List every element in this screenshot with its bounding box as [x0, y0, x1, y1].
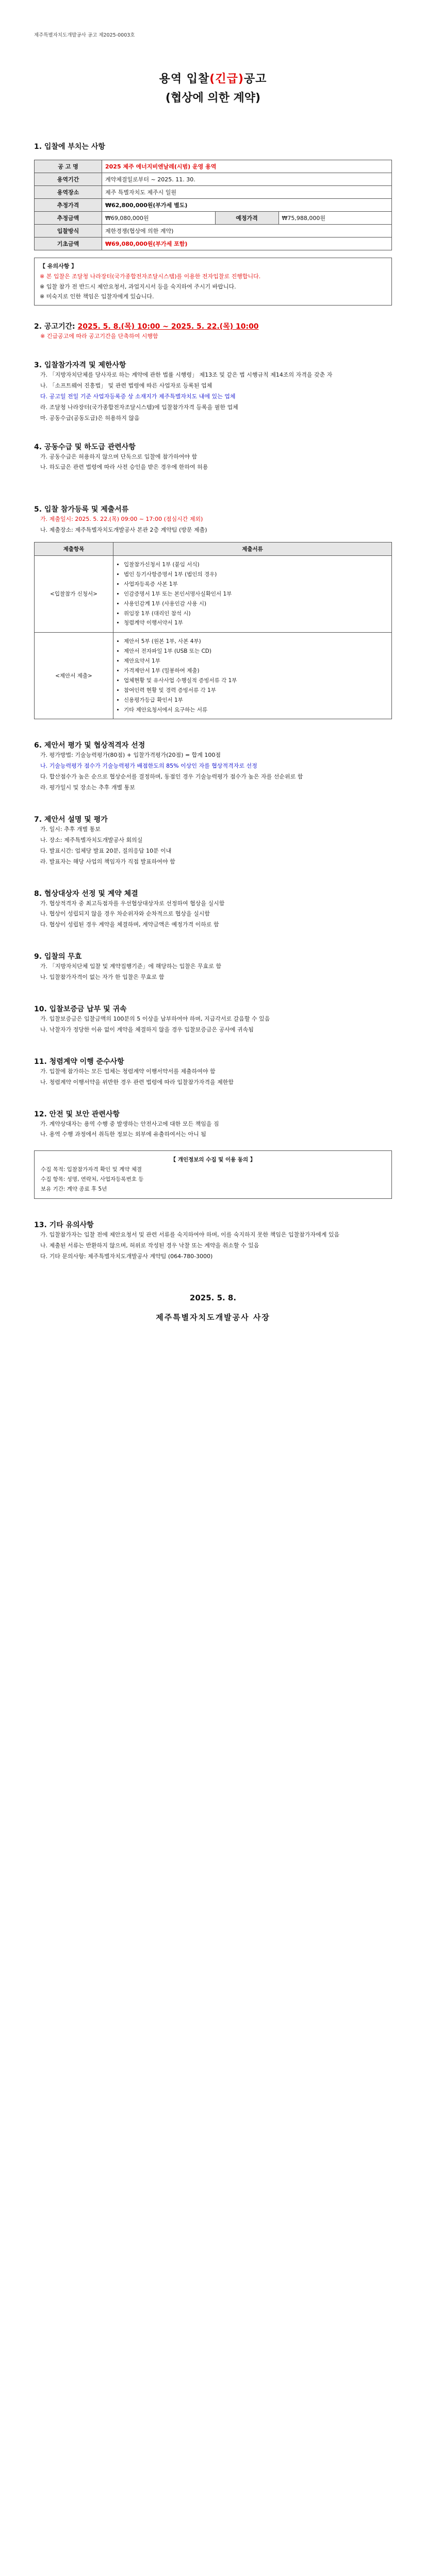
table-label: 예정가격	[215, 212, 278, 225]
body-line: 다. 합산점수가 높은 순으로 협상순서를 결정하며, 동점인 경우 기술능력평가 점수가 높은 자를 선순위로 함	[40, 773, 303, 781]
table-row	[35, 225, 392, 238]
section-12	[34, 1109, 392, 1199]
privacy-box-title: 【 개인정보의 수집 및 이용 동의 】	[170, 1157, 256, 1163]
list-item: • 사용인감계 1부 (사용인감 사용 시)	[124, 599, 388, 609]
section-body	[34, 370, 392, 423]
section-body	[34, 1119, 392, 1141]
table-value: ₩69,080,000원	[102, 212, 216, 225]
section-body	[34, 1014, 392, 1036]
body-line: 나. 「소프트웨어 진흥법」 및 관련 법령에 따른 사업자로 등록된 업체	[40, 382, 212, 389]
row-items	[113, 556, 392, 633]
table-label: 용역장소	[35, 186, 102, 199]
body-line: 다. 발표시간: 업체당 발표 20분, 질의응답 10분 이내	[40, 847, 172, 854]
body-line: 가. 입찰보증금은 입찰금액의 100분의 5 이상을 납부하여야 하며, 지급각서로 갈음할 수 있음	[40, 1015, 270, 1023]
caution-line: ※ 입찰 참가 전 반드시 제안요청서, 과업지시서 등을 숙지하여 주시기 바랍니다.	[40, 283, 236, 290]
table-label: 용역기간	[35, 173, 102, 186]
privacy-line: 보유 기간: 계약 종료 후 5년	[41, 1186, 107, 1193]
table-label: 추정금액	[35, 212, 102, 225]
table-row	[35, 212, 392, 225]
column-header: 제출항목	[35, 543, 113, 556]
section-1	[34, 141, 392, 306]
list-item: • 기타 제안요청서에서 요구하는 서류	[124, 705, 388, 715]
table-label: 입찰방식	[35, 225, 102, 238]
table-value: ₩62,800,000원(부가세 별도)	[102, 199, 392, 212]
section-10	[34, 1004, 392, 1036]
notice-date: 2025. 5. 8.	[189, 1293, 237, 1302]
section-11	[34, 1056, 392, 1088]
body-line: 나. 용역 수행 과정에서 취득한 정보는 외부에 유출하여서는 아니 됨	[40, 1131, 206, 1138]
list-item: • 위임장 1부 (대리인 참석 시)	[124, 609, 388, 619]
row-label: <제안서 제출>	[35, 633, 113, 719]
row-label: <입찰참가 신청서>	[35, 556, 113, 633]
table-value: 2025 제주 에너지비엔날레(시범) 운영 용역	[102, 160, 392, 173]
list-item: • 입찰참가신청서 1부 (붙임 서식)	[124, 560, 388, 570]
body-line: 라. 발표자는 해당 사업의 책임자가 직접 발표하여야 함	[40, 858, 175, 865]
section-body	[34, 1066, 392, 1088]
body-line: 가. 협상적격자 중 최고득점자를 우선협상대상자로 선정하여 협상을 실시함	[40, 900, 225, 907]
section-heading: 13. 기타 유의사항	[34, 1221, 94, 1229]
table-row	[35, 633, 392, 719]
privacy-box	[34, 1150, 392, 1199]
body-line: 라. 평가일시 및 장소는 추후 개별 통보	[40, 784, 135, 791]
table-header-row	[35, 543, 392, 556]
caution-title: 【 유의사항 】	[40, 263, 77, 269]
body-line: 다. 협상이 성립된 경우 계약을 체결하며, 계약금액은 예정가격 이하로 함	[40, 921, 219, 928]
body-line: 나. 청렴계약 이행서약을 위반한 경우 관련 법령에 따라 입찰참가자격을 제한함	[40, 1078, 234, 1086]
table-row	[35, 199, 392, 212]
list-item: • 제안서 전자파일 1부 (USB 또는 CD)	[124, 647, 388, 656]
list-item: • 사업자등록증 사본 1부	[124, 580, 388, 589]
body-line: 가. 「지방자치단체 입찰 및 계약집행기준」에 해당하는 입찰은 무효로 함	[40, 963, 221, 970]
list-item: • 신용평가등급 확인서 1부	[124, 696, 388, 705]
body-line: 가. 평가방법: 기술능력평가(80점) + 입찰가격평가(20점) = 합계 100점	[40, 752, 221, 759]
list-item: • 참여인력 현황 및 경력 증빙서류 각 1부	[124, 686, 388, 696]
privacy-line: 수집 항목: 성명, 연락처, 사업자등록번호 등	[41, 1176, 144, 1183]
section-heading: 1. 입찰에 부치는 사항	[34, 143, 105, 151]
table-value: 제주 특별자치도 제주시 일원	[102, 186, 392, 199]
notice-number: 제주특별자치도개발공사 공고 제2025-0003호	[34, 32, 135, 38]
title-main: 용역 입찰	[159, 73, 210, 86]
section-2	[34, 321, 392, 342]
body-line: 가. 제출일시: 2025. 5. 22.(목) 09:00 ~ 17:00 (점심시간 제외)	[40, 516, 203, 523]
page-subtitle: (협상에 의한 계약)	[165, 92, 261, 105]
caution-line: ※ 본 입찰은 조달청 나라장터(국가종합전자조달시스템)를 이용한 전자입찰로 진행합니다.	[40, 273, 261, 280]
section-4	[34, 442, 392, 473]
section-heading: 5. 입찰 참가등록 및 제출서류	[34, 505, 129, 514]
section-heading: 11. 청렴계약 이행 준수사항	[34, 1057, 124, 1066]
section-body	[34, 514, 392, 536]
body-line: 나. 제출된 서류는 반환하지 않으며, 허위로 작성된 경우 낙찰 또는 계약을 취소할 수 있음	[40, 1242, 259, 1249]
list-item: • 청렴계약 이행서약서 1부	[124, 618, 388, 628]
section-heading: 6. 제안서 평가 및 협상적격자 선정	[34, 741, 145, 750]
body-line: 다. 기타 문의사항: 제주특별자치도개발공사 계약팀 (064-780-3000)	[40, 1252, 213, 1260]
body-line: 가. 공동수급은 허용하지 않으며 단독으로 입찰에 참가하여야 함	[40, 453, 198, 460]
page-title	[34, 70, 392, 86]
section-heading: 3. 입찰참가자격 및 제한사항	[34, 361, 126, 370]
documents-table	[34, 542, 392, 719]
table-value: 제한경쟁(협상에 의한 계약)	[102, 225, 392, 238]
section-heading: 12. 안전 및 보안 관련사항	[34, 1110, 120, 1118]
table-row	[35, 238, 392, 250]
section-13	[34, 1219, 392, 1262]
list-item: • 법인 등기사항증명서 1부 (법인의 경우)	[124, 570, 388, 580]
section-heading: 2. 공고기간: 2025. 5. 8.(목) 10:00 ~ 2025. 5. 22.(목) 10:00	[34, 323, 259, 331]
section-body	[34, 452, 392, 473]
row-items	[113, 633, 392, 719]
section-heading: 8. 협상대상자 선정 및 계약 체결	[34, 889, 138, 898]
table-row	[35, 160, 392, 173]
body-line: 나. 입찰참가자격이 없는 자가 한 입찰은 무효로 함	[40, 974, 165, 981]
privacy-line: 수집 목적: 입찰참가자격 확인 및 계약 체결	[41, 1166, 142, 1173]
table-value: 계약체결일로부터 ~ 2025. 11. 30.	[102, 173, 392, 186]
section-body	[34, 1230, 392, 1262]
title-block	[34, 70, 392, 105]
table-row	[35, 556, 392, 633]
table-row	[35, 186, 392, 199]
column-header: 제출서류	[113, 543, 392, 556]
caution-line: ※ 미숙지로 인한 책임은 입찰자에게 있습니다.	[40, 293, 154, 300]
bid-info-table	[34, 160, 392, 250]
list-item: • 제안요약서 1부	[124, 656, 388, 666]
section-body	[34, 750, 392, 793]
table-row	[35, 173, 392, 186]
table-value: ₩75,988,000원	[278, 212, 392, 225]
section-7	[34, 814, 392, 868]
title-urgent-tag: (긴급)	[209, 73, 244, 86]
body-line: 나. 낙찰자가 정당한 이유 없이 계약을 체결하지 않을 경우 입찰보증금은 공사에 귀속됨	[40, 1026, 254, 1033]
section-heading: 7. 제안서 설명 및 평가	[34, 816, 108, 824]
list-item: • 인감증명서 1부 또는 본인서명사실확인서 1부	[124, 589, 388, 599]
body-line: 나. 협상이 성립되지 않을 경우 차순위자와 순차적으로 협상을 실시함	[40, 910, 210, 918]
section-heading: 4. 공동수급 및 하도급 관련사항	[34, 443, 136, 451]
body-line: 가. 입찰참가자는 입찰 전에 제안요청서 및 관련 서류를 숙지하여야 하며, 이를 숙지하지 못한 책임은 입찰참가자에게 있음	[40, 1231, 340, 1238]
issuer-name: 제주특별자치도개발공사 사장	[156, 1312, 270, 1322]
list-item: • 업체현황 및 유사사업 수행실적 증빙서류 각 1부	[124, 676, 388, 686]
table-label: 공 고 명	[35, 160, 102, 173]
notice-period: 2025. 5. 8.(목) 10:00 ~ 2025. 5. 22.(목) 10:00	[77, 323, 259, 331]
section-heading: 10. 입찰보증금 납부 및 귀속	[34, 1005, 127, 1014]
section-8	[34, 888, 392, 931]
body-line: 라. 조달청 나라장터(국가종합전자조달시스템)에 입찰참가자격 등록을 필한 업체	[40, 403, 238, 411]
body-line: 나. 기술능력평가 점수가 기술능력평가 배점한도의 85% 이상인 자를 협상적격자로 선정	[40, 762, 257, 770]
body-line: 가. 입찰에 참가하는 모든 업체는 청렴계약 이행서약서를 제출하여야 함	[40, 1067, 216, 1075]
body-line: 가. 계약상대자는 용역 수행 중 발생하는 안전사고에 대한 모든 책임을 짐	[40, 1120, 219, 1127]
body-line: 나. 장소: 제주특별자치도개발공사 회의실	[40, 836, 143, 843]
list-item: • 제안서 5부 (원본 1부, 사본 4부)	[124, 637, 388, 647]
section-heading: 9. 입찰의 무효	[34, 953, 82, 961]
body-line: 가. 일시: 추후 개별 통보	[40, 826, 101, 833]
section-body	[34, 899, 392, 931]
list-item: • 가격제안서 1부 (밀봉하여 제출)	[124, 666, 388, 676]
body-line: 나. 하도급은 관련 법령에 따라 사전 승인을 받은 경우에 한하여 허용	[40, 464, 208, 471]
period-note: ※ 긴급공고에 따라 공고기간을 단축하여 시행함	[40, 333, 158, 340]
table-label: 기초금액	[35, 238, 102, 250]
section-5	[34, 504, 392, 719]
table-value: ₩69,080,000원(부가세 포함)	[102, 238, 392, 250]
body-line: 나. 제출장소: 제주특별자치도개발공사 본관 2층 계약팀 (방문 제출)	[40, 527, 207, 534]
section-body	[34, 824, 392, 868]
body-line: 가. 「지방자치단체를 당사자로 하는 계약에 관한 법률 시행령」 제13조 및 같은 법 시행규칙 제14조의 자격을 갖춘 자	[40, 371, 333, 379]
table-label: 추정가격	[35, 199, 102, 212]
body-line: 다. 공고일 전일 기준 사업자등록증 상 소재지가 제주특별자치도 내에 있는 업체	[40, 393, 236, 400]
body-line: 마. 공동수급(공동도급)은 허용하지 않음	[40, 414, 140, 421]
section-body	[34, 961, 392, 983]
section-9	[34, 951, 392, 983]
section-6	[34, 740, 392, 793]
caution-box	[34, 258, 392, 306]
section-heading-text: 2. 공고기간	[34, 323, 73, 331]
section-3	[34, 360, 392, 423]
title-end: 공고	[243, 73, 267, 86]
